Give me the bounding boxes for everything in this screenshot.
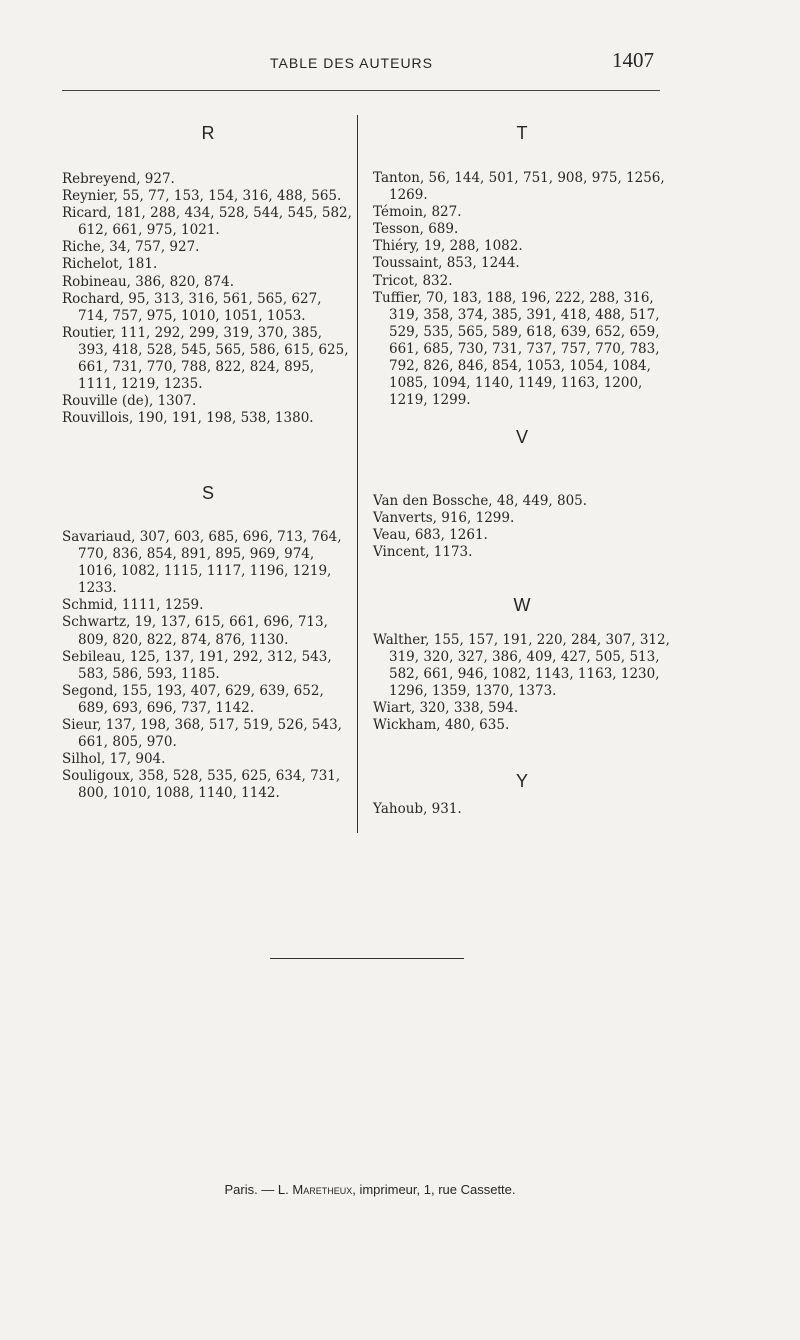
imprint-prefix: Paris. — L. [224, 1182, 293, 1197]
section-letter-t: T [516, 123, 528, 143]
printer-imprint [0, 1182, 740, 1197]
section-letter-y: Y [515, 771, 528, 791]
index-entry: Vanverts, 916, 1299. [373, 510, 515, 527]
section-letter-r: R [201, 123, 215, 143]
index-entry: Schmid, 1111, 1259. [62, 597, 204, 614]
index-entry: Toussaint, 853, 1244. [373, 255, 520, 272]
page-number: 1407 [612, 48, 654, 72]
index-entry: Silhol, 17, 904. [62, 751, 166, 768]
index-entry: Rebreyend, 927. [62, 171, 175, 187]
index-entry: Rouvillois, 190, 191, 198, 538, 1380. [62, 410, 314, 427]
section-v-entries [373, 493, 671, 561]
index-entry: Rochard, 95, 313, 316, 561, 565, 627, 714, 757, 975, 1010, 1051, 1053. [62, 290, 322, 324]
section-t-entries [373, 170, 671, 409]
index-entry: Wickham, 480, 635. [373, 717, 510, 734]
index-entry: Vincent, 1173. [373, 544, 473, 561]
section-r-entries [62, 171, 354, 427]
index-entry: Témoin, 827. [373, 204, 462, 221]
header-rule [62, 90, 660, 91]
section-letter-s: S [201, 483, 214, 503]
index-entry: Souligoux, 358, 528, 535, 625, 634, 731, 800, 1010, 1088, 1140, 1142. [62, 768, 341, 802]
index-entry: Sieur, 137, 198, 368, 517, 519, 526, 543, 661, 805, 970. [62, 717, 342, 751]
index-entry: Tricot, 832. [373, 272, 453, 289]
index-entry: Reynier, 55, 77, 153, 154, 316, 488, 565. [62, 188, 342, 205]
column-divider [357, 115, 358, 833]
section-w-entries [373, 632, 671, 735]
index-entry: Veau, 683, 1261. [373, 527, 488, 544]
running-header-title: TABLE DES AUTEURS [270, 55, 434, 71]
index-entry: Richelot, 181. [62, 256, 158, 273]
index-entry: Tanton, 56, 144, 501, 751, 908, 975, 1256, 1269. [373, 170, 665, 204]
section-letter-v: V [515, 427, 528, 447]
index-entry: Ricard, 181, 288, 434, 528, 544, 545, 582, 612, 661, 975, 1021. [62, 205, 352, 239]
index-entry: Sebileau, 125, 137, 191, 292, 312, 543, 583, 586, 593, 1185. [62, 648, 332, 682]
index-entry: Rouville (de), 1307. [62, 393, 197, 410]
index-entry: Yahoub, 931. [373, 801, 462, 817]
index-entry: Routier, 111, 292, 299, 319, 370, 385, 393, 418, 528, 545, 565, 586, 615, 625, 661, 731, 770, 788, 822, 824, 895, 1111, 1219, 1235. [62, 324, 349, 393]
imprint-suffix: , imprimeur, 1, rue Cassette. [352, 1182, 516, 1197]
index-entry: Riche, 34, 757, 927. [62, 239, 200, 256]
footer-rule [270, 958, 464, 959]
section-y-entries [373, 801, 671, 818]
index-entry: Schwartz, 19, 137, 615, 661, 696, 713, 809, 820, 822, 874, 876, 1130. [62, 614, 328, 648]
index-entry: Savariaud, 307, 603, 685, 696, 713, 764, 770, 836, 854, 891, 895, 969, 974, 1016, 1082, 1115, 1117, 1196, 1219, 1233. [62, 529, 342, 597]
index-entry: Tesson, 689. [373, 221, 459, 238]
index-entry: Robineau, 386, 820, 874. [62, 273, 235, 290]
section-letter-w: W [513, 595, 531, 615]
index-entry: Segond, 155, 193, 407, 629, 639, 652, 689, 693, 696, 737, 1142. [62, 682, 324, 716]
index-entry: Tuffier, 70, 183, 188, 196, 222, 288, 316, 319, 358, 374, 385, 391, 418, 488, 517, 529, 535, 565, 589, 618, 639, 652, 659, 661, 685, 730, 731, 737, 757, 770, 783, 792, 826, 846, 854, 1053, 1054, 1084, 1085, 1094, 1140, 1149, 1163, 1200, 1219, 1299. [373, 289, 660, 409]
index-entry: Van den Bossche, 48, 449, 805. [373, 493, 588, 509]
index-entry: Walther, 155, 157, 191, 220, 284, 307, 312, 319, 320, 327, 386, 409, 427, 505, 513, 582, 661, 946, 1082, 1143, 1163, 1230, 1296, 1359, 1370, 1373. [373, 632, 670, 700]
printer-name: Maretheux [292, 1182, 353, 1197]
index-entry: Wiart, 320, 338, 594. [373, 700, 519, 717]
index-entry: Thiéry, 19, 288, 1082. [373, 238, 523, 255]
section-s-entries [62, 529, 354, 803]
